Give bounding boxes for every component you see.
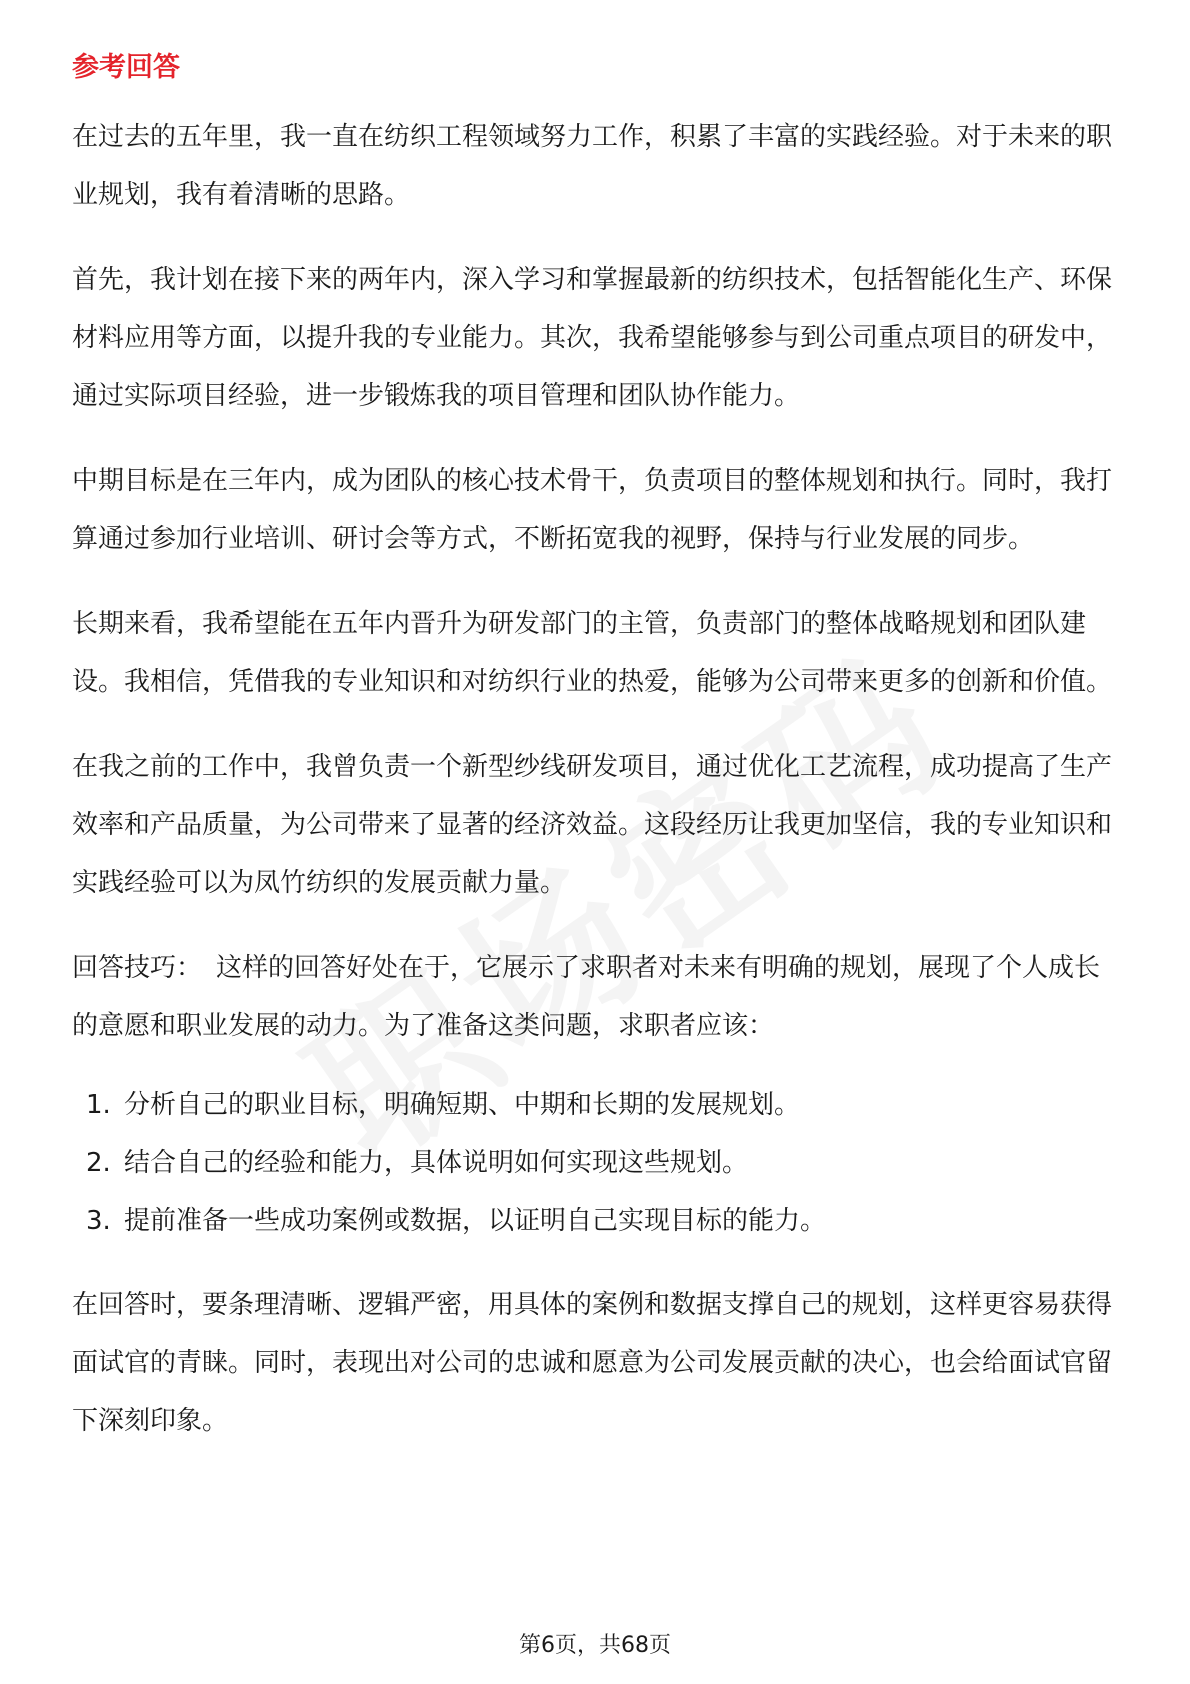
list-item-number: 1. [86, 1090, 111, 1120]
list-item [72, 1076, 1122, 1134]
section-title: 参考回答 [72, 52, 180, 83]
document-content [72, 48, 1122, 1477]
list-item [72, 1134, 1122, 1192]
list-item-text: 提前准备一些成功案例或数据，以证明自己实现目标的能力。 [124, 1206, 827, 1236]
tips-label: 回答技巧： [72, 953, 203, 983]
answer-paragraph-2: 首先，我计划在接下来的两年内，深入学习和掌握最新的纺织技术，包括智能化生产、环保材料应用等方面，以提升我的专业能力。其次，我希望能够参与到公司重点项目的研发中，通过实际项目经验，进一步锻炼我的项目管理和团队协作能力。 [72, 265, 1113, 411]
list-item-text: 结合自己的经验和能力，具体说明如何实现这些规划。 [124, 1148, 749, 1178]
tips-list [72, 1076, 1122, 1250]
answer-paragraph-4: 长期来看，我希望能在五年内晋升为研发部门的主管，负责部门的整体战略规划和团队建设。我相信，凭借我的专业知识和对纺织行业的热爱，能够为公司带来更多的创新和价值。 [72, 609, 1113, 697]
answer-paragraph-3: 中期目标是在三年内，成为团队的核心技术骨干，负责项目的整体规划和执行。同时，我打算通过参加行业培训、研讨会等方式，不断拓宽我的视野，保持与行业发展的同步。 [72, 466, 1113, 554]
answer-paragraph-1: 在过去的五年里，我一直在纺织工程领域努力工作，积累了丰富的实践经验。对于未来的职业规划，我有着清晰的思路。 [72, 122, 1113, 210]
list-item-number: 3. [86, 1206, 111, 1236]
tips-paragraph [72, 939, 1122, 1055]
page-indicator: 第6页，共68页 [519, 1633, 671, 1658]
closing-paragraph: 在回答时，要条理清晰、逻辑严密，用具体的案例和数据支撑自己的规划，这样更容易获得面试官的青睐。同时，表现出对公司的忠诚和愿意为公司发展贡献的决心，也会给面试官留下深刻印象。 [72, 1290, 1113, 1436]
list-item-number: 2. [86, 1148, 111, 1178]
list-item [72, 1192, 1122, 1250]
list-item-text: 分析自己的职业目标，明确短期、中期和长期的发展规划。 [124, 1090, 801, 1120]
tips-text: 这样的回答好处在于，它展示了求职者对未来有明确的规划，展现了个人成长的意愿和职业发展的动力。为了准备这类问题，求职者应该： [72, 953, 1101, 1041]
answer-paragraph-5: 在我之前的工作中，我曾负责一个新型纱线研发项目，通过优化工艺流程，成功提高了生产效率和产品质量，为公司带来了显著的经济效益。这段经历让我更加坚信，我的专业知识和实践经验可以为凤竹纺织的发展贡献力量。 [72, 752, 1113, 898]
